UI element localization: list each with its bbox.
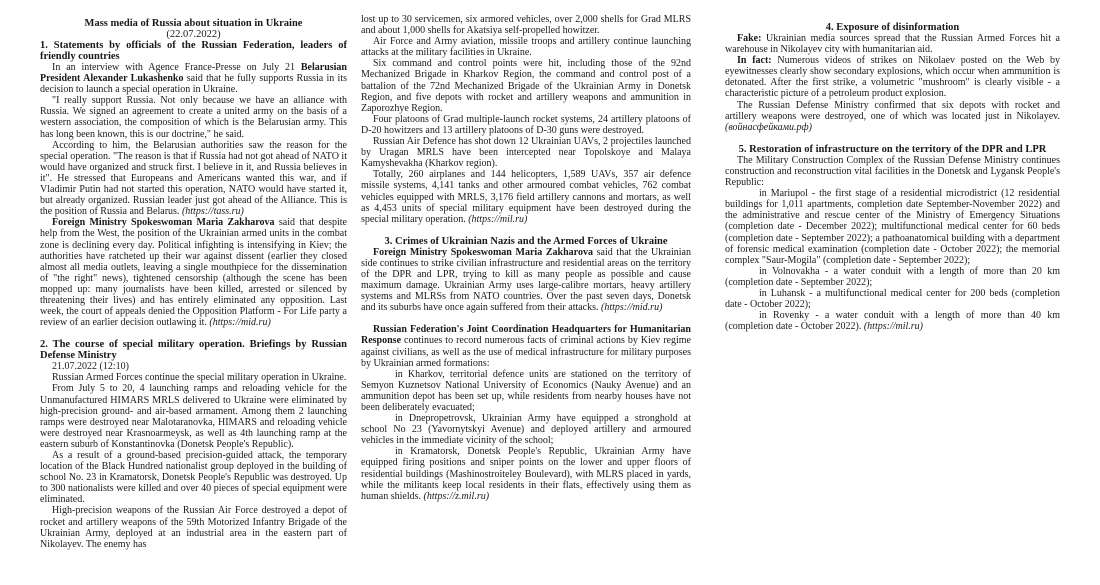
list-item — [361, 446, 691, 501]
paragraph — [40, 217, 347, 328]
paragraph: Air Force and Army aviation, missile troops and artillery continue launching attacks at the military facilities in Ukraine. — [361, 36, 691, 59]
document-date: (22.07.2022) — [166, 29, 221, 40]
text: in Rovenky - a water conduit with a length of more than 40 km (completion date - October 2022). — [725, 310, 1060, 333]
list-item: in Kharkov, territorial defence units are stationed on the territory of Semyon Kuznetsov National University of Economics (Nauky Avenue) and an ammunition depot has been set up, while residents from nearby houses have not been deliberately evacuated; — [361, 368, 691, 413]
text: In an interview with Agence France-Presse on July 21 — [52, 62, 301, 73]
text: Numerous videos of strikes on Nikolaev posted on the Web by eyewitnesses clearly show secondary explosions, which occur when ammunition is detonated. After the first strike, a volumetric "mushroom" is clearly visible - a characteristic picture of a petroleum product explosion. — [725, 55, 1060, 100]
text: in Kramatorsk, Donetsk People's Republic, Ukrainian Army have equipped firing positions and sniper points on the lower and upper floors of residential buildings (Mashinostroiteley Boulevard), with MLRS placed in yards, while the militants keep local residents in their flats, effectively using them as human shields. — [361, 446, 691, 502]
column-1 — [40, 18, 347, 550]
source-link: (https://z.mil.ru) — [423, 490, 490, 502]
bold-text: Belarusian President Alexander Lukashenko — [40, 62, 347, 85]
text: According to him, the Belarusian authorities saw the reason for the special operation. "The reason is that if Russia had not got ahead of NATO it would have organized and struck first. I believe in it, and Russia believes in it". He stressed that Europeans and Americans wanted this war, and if Vladimir Putin had not started this operation, NATO would have started it, but already organized. Russian leader just got ahead of the Alliance. This is the position of Russia and Belarus. — [40, 139, 347, 218]
paragraph — [361, 169, 691, 224]
paragraph — [40, 140, 347, 218]
list-item — [725, 310, 1060, 332]
source-link: (войнасфейками.рф) — [725, 121, 812, 133]
bold-text: In fact: — [737, 55, 772, 67]
bold-text: Foreign Ministry Spokeswoman Maria Zakharova — [52, 217, 275, 229]
list-item: in Luhansk - a multifunctional medical center for 200 beds (completion date - October 2022); — [725, 287, 1060, 311]
text: said that the Ukrainian side continues to strike civilian infrastructure and residential areas on the territory of the DPR and LPR, trying to kill as many people as possible and cause maximum damage. Ukrainian Army uses large-calibre mortars, heavy artillery systems and MLRSs from NATO countries. Over the past seven days, Donetsk and its suburbs have once again suffered from their attacks. — [361, 246, 691, 314]
paragraph: Russian Air Defence has shot down 12 Ukrainian UAVs, 2 projectiles launched by Uragan MRLS have been intercepted near Topolskoye and Malaya Kamyshevakha (Kharkov region). — [361, 136, 691, 170]
text: Ukrainian media sources spread that the Russian Armed Forces hit a warehouse in Nikolayev city with humanitarian aid. — [725, 33, 1060, 56]
list-item: in Dnepropetrovsk, Ukrainian Army have equipped a stronghold at school No 23 (Yavornytskyi Avenue) and deployed artillery and armoured vehicles in the immediate vicinity of the school; — [361, 413, 691, 447]
source-link: (https://mil.ru) — [468, 213, 528, 225]
source-link: (https://mil.ru) — [863, 321, 924, 333]
paragraph: The Military Construction Complex of the Russian Defense Ministry continues construction and reconstruction vital facilities in the Donetsk and Lygansk People's Republic: — [725, 154, 1060, 189]
bold-text: Fake: — [737, 33, 762, 44]
column-2 — [361, 14, 691, 502]
source-link: (https://mid.ru) — [209, 317, 271, 329]
section-4-heading: 4. Exposure of disinformation — [825, 22, 960, 33]
paragraph: Six command and control points were hit, including those of the 92nd Mechanized Brigade in Kharkov Region, the command and control post of a battalion of the 72nd Mechanized Brigade of the Ukrainian Army in Donetsk Region, and five depots with rocket and artillery weapons and ammunition in Zaporozhye Region. — [361, 58, 691, 114]
paragraph: Four platoons of Grad multiple-launch rocket systems, 24 artillery platoons of D-20 howitzers and 13 artillery platoons of D-30 guns were destroyed. — [361, 113, 691, 136]
list-item: in Mariupol - the first stage of a residential microdistrict (12 residential buildings for 1,011 apartments, completion date September-November 2022) and the administrative and rescue center of the Ministry of Emergency Situations (completion date - December 2022); multifunctional medical center for 60 beds (completion date - September 2022); a pathoanatomical building with a department of forensic medical examination (completion date - October 2022); the memorial complex "Saur-Mogila" (completion date - September 2022); — [725, 188, 1060, 266]
paragraph: From July 5 to 20, 4 launching ramps and reloading vehicle for the Unmanufactured HIMARS MRLS delivered to Ukraine were eliminated by high-precision ground- and air-based armament. Among them 2 launching ramps were destroyed near Malotaranovka, HIMARS and reloading vehicle were destroyed near Krasnoarmeysk, as well as 4th launching ramp at the eastern suburb of Konstantinovka (Donetsk People's Republic). — [40, 383, 347, 450]
text: said that despite help from the West, the position of the Ukrainian armed units in the combat zone is declining every day. Political infighting is intensifying in Kiev; the authorities have ratcheted up their war against dissent (earlier they closed almost all media outlets, leaving a single mouthpiece for the dissemination of "the right" news), tightened censorship (although the scene has been mopped up: many journalists have been killed, arrested or silenced by threatening their lives) and has entirely eliminated any opposition. Last week, the court of appeals denied the Opposition Platform - For Life party a review of an earlier decision outlawing it. — [40, 217, 347, 329]
text: Totally, 260 airplanes and 144 helicopters, 1,589 UAVs, 357 air defence missile systems, 4,141 tanks and other armoured combat vehicles, 762 combat vehicles equipped with MRLS, 3,176 field artillery cannons and mortars, as well as 4,453 units of special military equipment have been destroyed during the special military operation. — [361, 169, 691, 225]
briefing-date: 21.07.2022 (12:10) — [52, 361, 129, 373]
paragraph: lost up to 30 servicemen, six armored vehicles, over 2,000 shells for Grad MLRS and about 1,000 shells for Akatsiya self-propelled howitzer. — [361, 14, 691, 37]
spacer — [361, 225, 691, 236]
paragraph: "I really support Russia. Not only because we have an alliance with Russia. We signed an agreement to create a united army on the basis of a western association, the composition of which is the Belarusian army. This has long been known, this is our doctrine," he said. — [40, 95, 347, 140]
text: The Russian Defense Ministry confirmed that six depots with rocket and artillery weapons were destroyed, one of which was located just in Nikolayev. — [725, 99, 1060, 122]
spacer — [40, 328, 347, 339]
paragraph — [725, 100, 1060, 133]
paragraph: High-precision weapons of the Russian Air Force destroyed a depot of rocket and artillery weapons of the 59th Motorized Infantry Brigade of the Ukrainian Army, deployed at an industrial area in the eastern part of Nikolayev. The enemy has — [40, 505, 347, 550]
bold-text: Russian Federation's Joint Coordination Headquarters for Humanitarian Response — [361, 324, 691, 347]
section-3-heading: 3. Crimes of Ukrainian Nazis and the Armed Forces of Ukraine — [384, 235, 668, 247]
text: continues to record numerous facts of criminal actions by Kiev regime against civilians, as well as the use of medical infrastructure for military purposes by Ukrainian armed formations: — [361, 335, 691, 369]
section-1-heading: 1. Statements by officials of the Russian Federation, leaders of friendly countries — [40, 40, 347, 62]
paragraph: Russian Armed Forces continue the special military operation in Ukraine. — [52, 372, 347, 384]
paragraph — [361, 247, 691, 314]
paragraph — [725, 33, 1060, 55]
section-2-heading: 2. The course of special military operation. Briefings by Russian Defense Ministry — [40, 339, 347, 362]
section-5-heading: 5. Restoration of infrastructure on the territory of the DPR and LPR — [738, 143, 1047, 155]
document-title: Mass media of Russia about situation in Ukraine — [84, 18, 303, 29]
source-link: (https://tass.ru) — [181, 206, 244, 218]
paragraph — [40, 62, 347, 95]
paragraph: As a result of a ground-based precision-guided attack, the temporary location of the Black Hundred nationalist group deployed in the building of school No. 23 in Kramatorsk, Donetsk People's Republic was destroyed. Up to 300 nationalists were killed and over 40 pieces of special equipment were eliminated. — [40, 450, 347, 506]
column-3 — [725, 22, 1060, 332]
list-item: in Volnovakha - a water conduit with a length of more than 20 km (completion date - September 2022); — [725, 265, 1060, 288]
bold-text: Foreign Ministry Spokeswoman Maria Zakharova — [373, 246, 593, 258]
text: said that he fully supports Russia in its decision to launch a special operation in Ukraine. — [40, 73, 347, 96]
paragraph — [361, 324, 691, 368]
spacer — [725, 133, 1060, 144]
source-link: (https://mid.ru) — [601, 302, 663, 314]
spacer — [361, 313, 691, 324]
paragraph — [725, 55, 1060, 99]
